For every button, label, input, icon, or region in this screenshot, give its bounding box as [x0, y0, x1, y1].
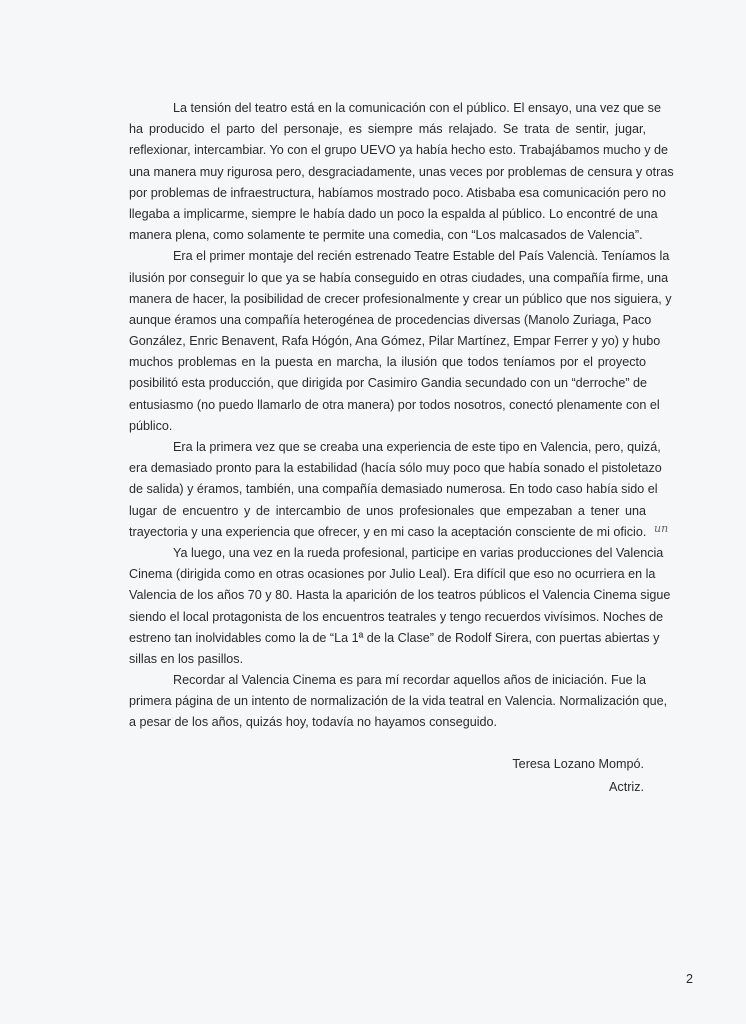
text-line: siendo el local protagonista de los encuentros teatrales y tengo recuerdos vivísimos. Noches de — [129, 609, 664, 624]
text-line: de salida) y éramos, también, una compañía demasiado numerosa. En todo caso había sido el — [129, 482, 658, 497]
text-line: trayectoria y una experiencia que ofrecer, y en mi caso la aceptación consciente de mi oficio. — [129, 524, 647, 539]
paragraph — [129, 543, 671, 670]
text-line: estreno tan inolvidables como la de “La 1ª de la Clase” de Rodolf Sirera, con puertas abiertas y — [129, 630, 660, 645]
text-line: González, Enric Benavent, Rafa Hógón, Ana Gómez, Pilar Martínez, Empar Ferrer y yo) y hubo — [129, 334, 661, 349]
text-line: Era la primera vez que se creaba una experiencia de este tipo en Valencia, pero, quizá, — [173, 440, 661, 454]
text-line: La tensión del teatro está en la comunicación con el público. El ensayo, una vez que se — [173, 101, 661, 115]
text-line: primera página de un intento de normalización de la vida teatral en Valencia. Normalización que, — [129, 694, 668, 709]
text-line: muchos problemas en la puesta en marcha, la ilusión que todos teníamos por el proyecto — [129, 355, 646, 370]
text-line: posibilitó esta producción, que dirigida por Casimiro Gandia secundado con un “derroche” de — [129, 376, 648, 391]
text-line: ha producido el parto del personaje, es siempre más relajado. Se trata de sentir, jugar, — [129, 122, 646, 137]
text-line: manera plena, como solamente te permite una comedia, con “Los malcasados de Valencia”. — [129, 228, 643, 243]
text-line: sillas en los pasillos. — [129, 651, 244, 666]
text-line: Recordar al Valencia Cinema es para mí recordar aquellos años de iniciación. Fue la — [173, 673, 646, 688]
signature-name: Teresa Lozano Mompó. — [512, 757, 644, 771]
text-line: una manera muy rigurosa pero, desgraciadamente, unas veces por problemas de censura y otras — [129, 164, 674, 179]
text-line: entusiasmo (no puedo llamarlo de otra manera) por todos nosotros, conectó plenamente con el — [129, 397, 660, 412]
paragraph — [129, 670, 668, 734]
text-line: era demasiado pronto para la estabilidad (hacía sólo muy poco que había sonado el pistoletazo — [129, 461, 662, 476]
text-line: público. — [129, 418, 173, 433]
text-line: por problemas de infraestructura, habíamos mostrado poco. Atisbaba esa comunicación pero no — [129, 185, 666, 200]
text-line: ilusión por conseguir lo que ya se había conseguido en otras ciudades, una compañía firme, una — [129, 270, 669, 285]
text-line: aunque éramos una compañía heterogénea de procedencias diversas (Manolo Zuriaga, Paco — [129, 312, 652, 327]
paragraph — [129, 246, 672, 437]
text-line: reflexionar, intercambiar. Yo con el grupo UEVO ya había hecho esto. Trabajábamos mucho y de — [129, 143, 669, 158]
text-line: lugar de encuentro y de intercambio de unos profesionales que empezaban a tener una — [129, 503, 646, 518]
page-number: 2 — [686, 972, 694, 986]
text-line: manera de hacer, la posibilidad de crecer profesionalmente y crear un público que nos siguiera, y — [129, 291, 672, 306]
text-line: llegaba a implicarme, siempre le había dado un poco la espalda al público. Lo encontré de una — [129, 206, 658, 221]
text-line: Era el primer montaje del recién estrenado Teatre Estable del País Valencià. Teníamos la — [173, 249, 670, 264]
text-line: Valencia de los años 70 y 80. Hasta la aparición de los teatros públicos el Valencia Cinema sigue — [129, 588, 671, 603]
signature-role: Actriz. — [609, 780, 644, 794]
handwritten-correction: un — [654, 522, 669, 535]
text-line: Ya luego, una vez en la rueda profesional, participe en varias producciones del Valencia — [173, 545, 664, 560]
document-body — [129, 98, 674, 734]
text-line: a pesar de los años, quizás hoy, todavía no hayamos conseguido. — [129, 715, 498, 730]
paragraph — [129, 98, 674, 246]
text-line: Cinema (dirigida como en otras ocasiones por Julio Leal). Era difícil que eso no ocurriera en la — [129, 567, 656, 582]
paragraph — [129, 437, 662, 543]
